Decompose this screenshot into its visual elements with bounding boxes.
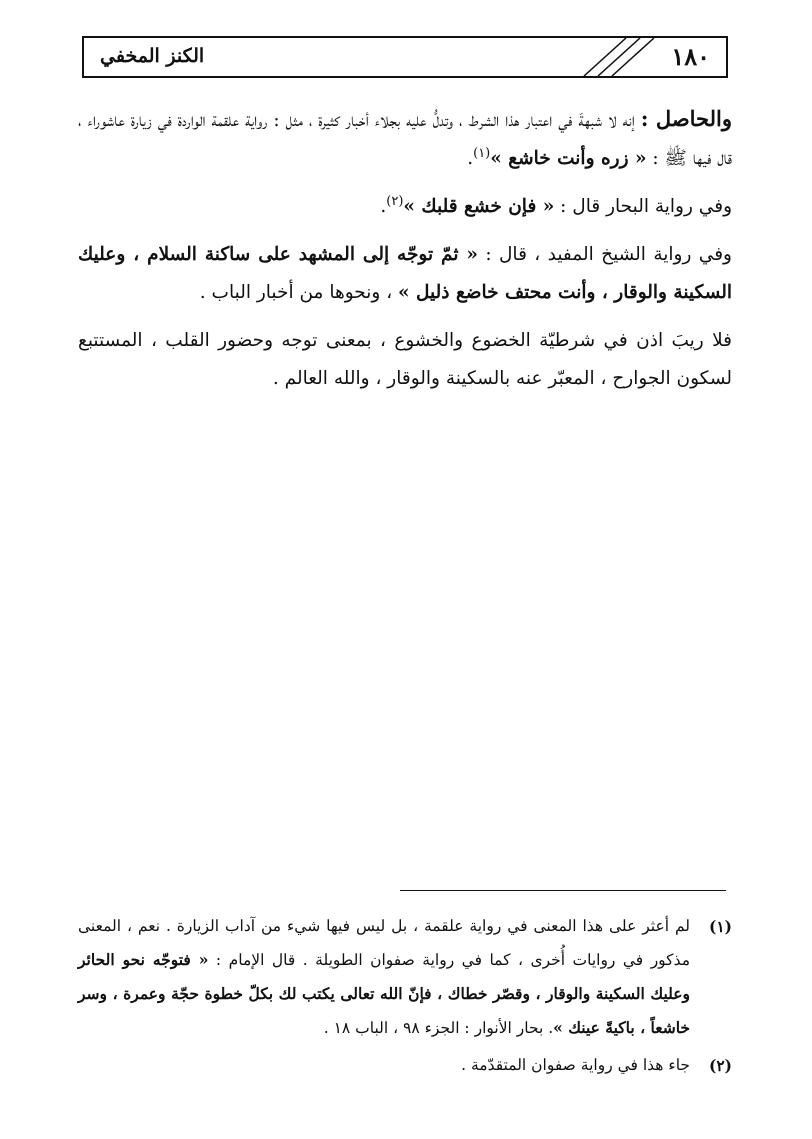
paragraph-text: إنه لا شبهةَ في اعتبار هذا الشرط ، وتدلُّ عليه بجلاء أخبار كثيرة ، مثل : رواية علقمة الواردة في زيارة عاشوراء ، قال فيها ﷺ : [78, 110, 732, 169]
footnote-2 [78, 1049, 732, 1082]
footnote-text-part: لم أعثر على هذا المعنى في رواية علقمة ، بل ليس فيها شيء من آداب الزيارة . نعم ، المعنى مذكور في روايات أُخرى ، كما في رواية صفوان الطويلة . قال الإمام : [78, 917, 691, 969]
running-header [82, 36, 728, 78]
footnote-number: (١) [708, 917, 732, 936]
main-text [78, 100, 732, 408]
footnote-text [78, 910, 690, 1045]
paragraph-4 [78, 322, 732, 398]
page-number: ١٨٠ [671, 42, 710, 71]
footnote-citation: . بحار الأنوار : الجزء ٩٨ ، الباب ١٨ . [323, 1019, 554, 1037]
footnotes-section [78, 910, 732, 1086]
footnote-separator [400, 890, 726, 891]
paragraph-text: فلا ريبَ اذن في شرطيّة الخضوع والخشوع ، بمعنى توجه وحضور القلب ، المستتبع لسكون الجوارح ، المعبّر عنه بالسكينة والوقار ، والله العالم . [78, 330, 732, 389]
paragraph-1 [78, 100, 732, 178]
running-title: الكنز المخفي [100, 45, 205, 67]
footnote-number: (٢) [708, 1056, 732, 1075]
paragraph-end: . [380, 196, 387, 217]
paragraph-text: وفي رواية الشيخ المفيد ، قال : [478, 244, 732, 265]
paragraph-3 [78, 236, 732, 312]
quoted-narration: « فإن خشع قلبك » [403, 196, 555, 217]
quoted-narration: « ثمّ توجّه إلى المشهد على ساكنة السلام ، وعليك السكينة والوقار ، وأنت محتف خاضع ذليل » [78, 244, 732, 303]
footnote-reference[interactable]: (١) [473, 145, 491, 161]
footnote-reference[interactable]: (٢) [386, 193, 404, 209]
footnote-quote: « فتوجّه نحو الحائر وعليك السكينة والوقار ، وقصّر خطاك ، فإنّ الله تعالى يكتب لك بكلّ خطوة حجّة وعمرة ، وسر خاشعاً ، باكيةً عينك » [78, 950, 690, 1037]
quoted-narration: « زره وأنت خاشع » [490, 148, 647, 169]
paragraph-text: وفي رواية البحار قال : [554, 196, 732, 217]
paragraph-lead: والحاصل : [640, 106, 732, 131]
footnote-1 [78, 910, 732, 1045]
paragraph-2 [78, 188, 732, 226]
footnote-text: جاء هذا في رواية صفوان المتقدّمة . [461, 1056, 690, 1074]
paragraph-end: ، ونحوها من أخبار الباب . [199, 282, 399, 303]
paragraph-end: . [467, 148, 474, 169]
